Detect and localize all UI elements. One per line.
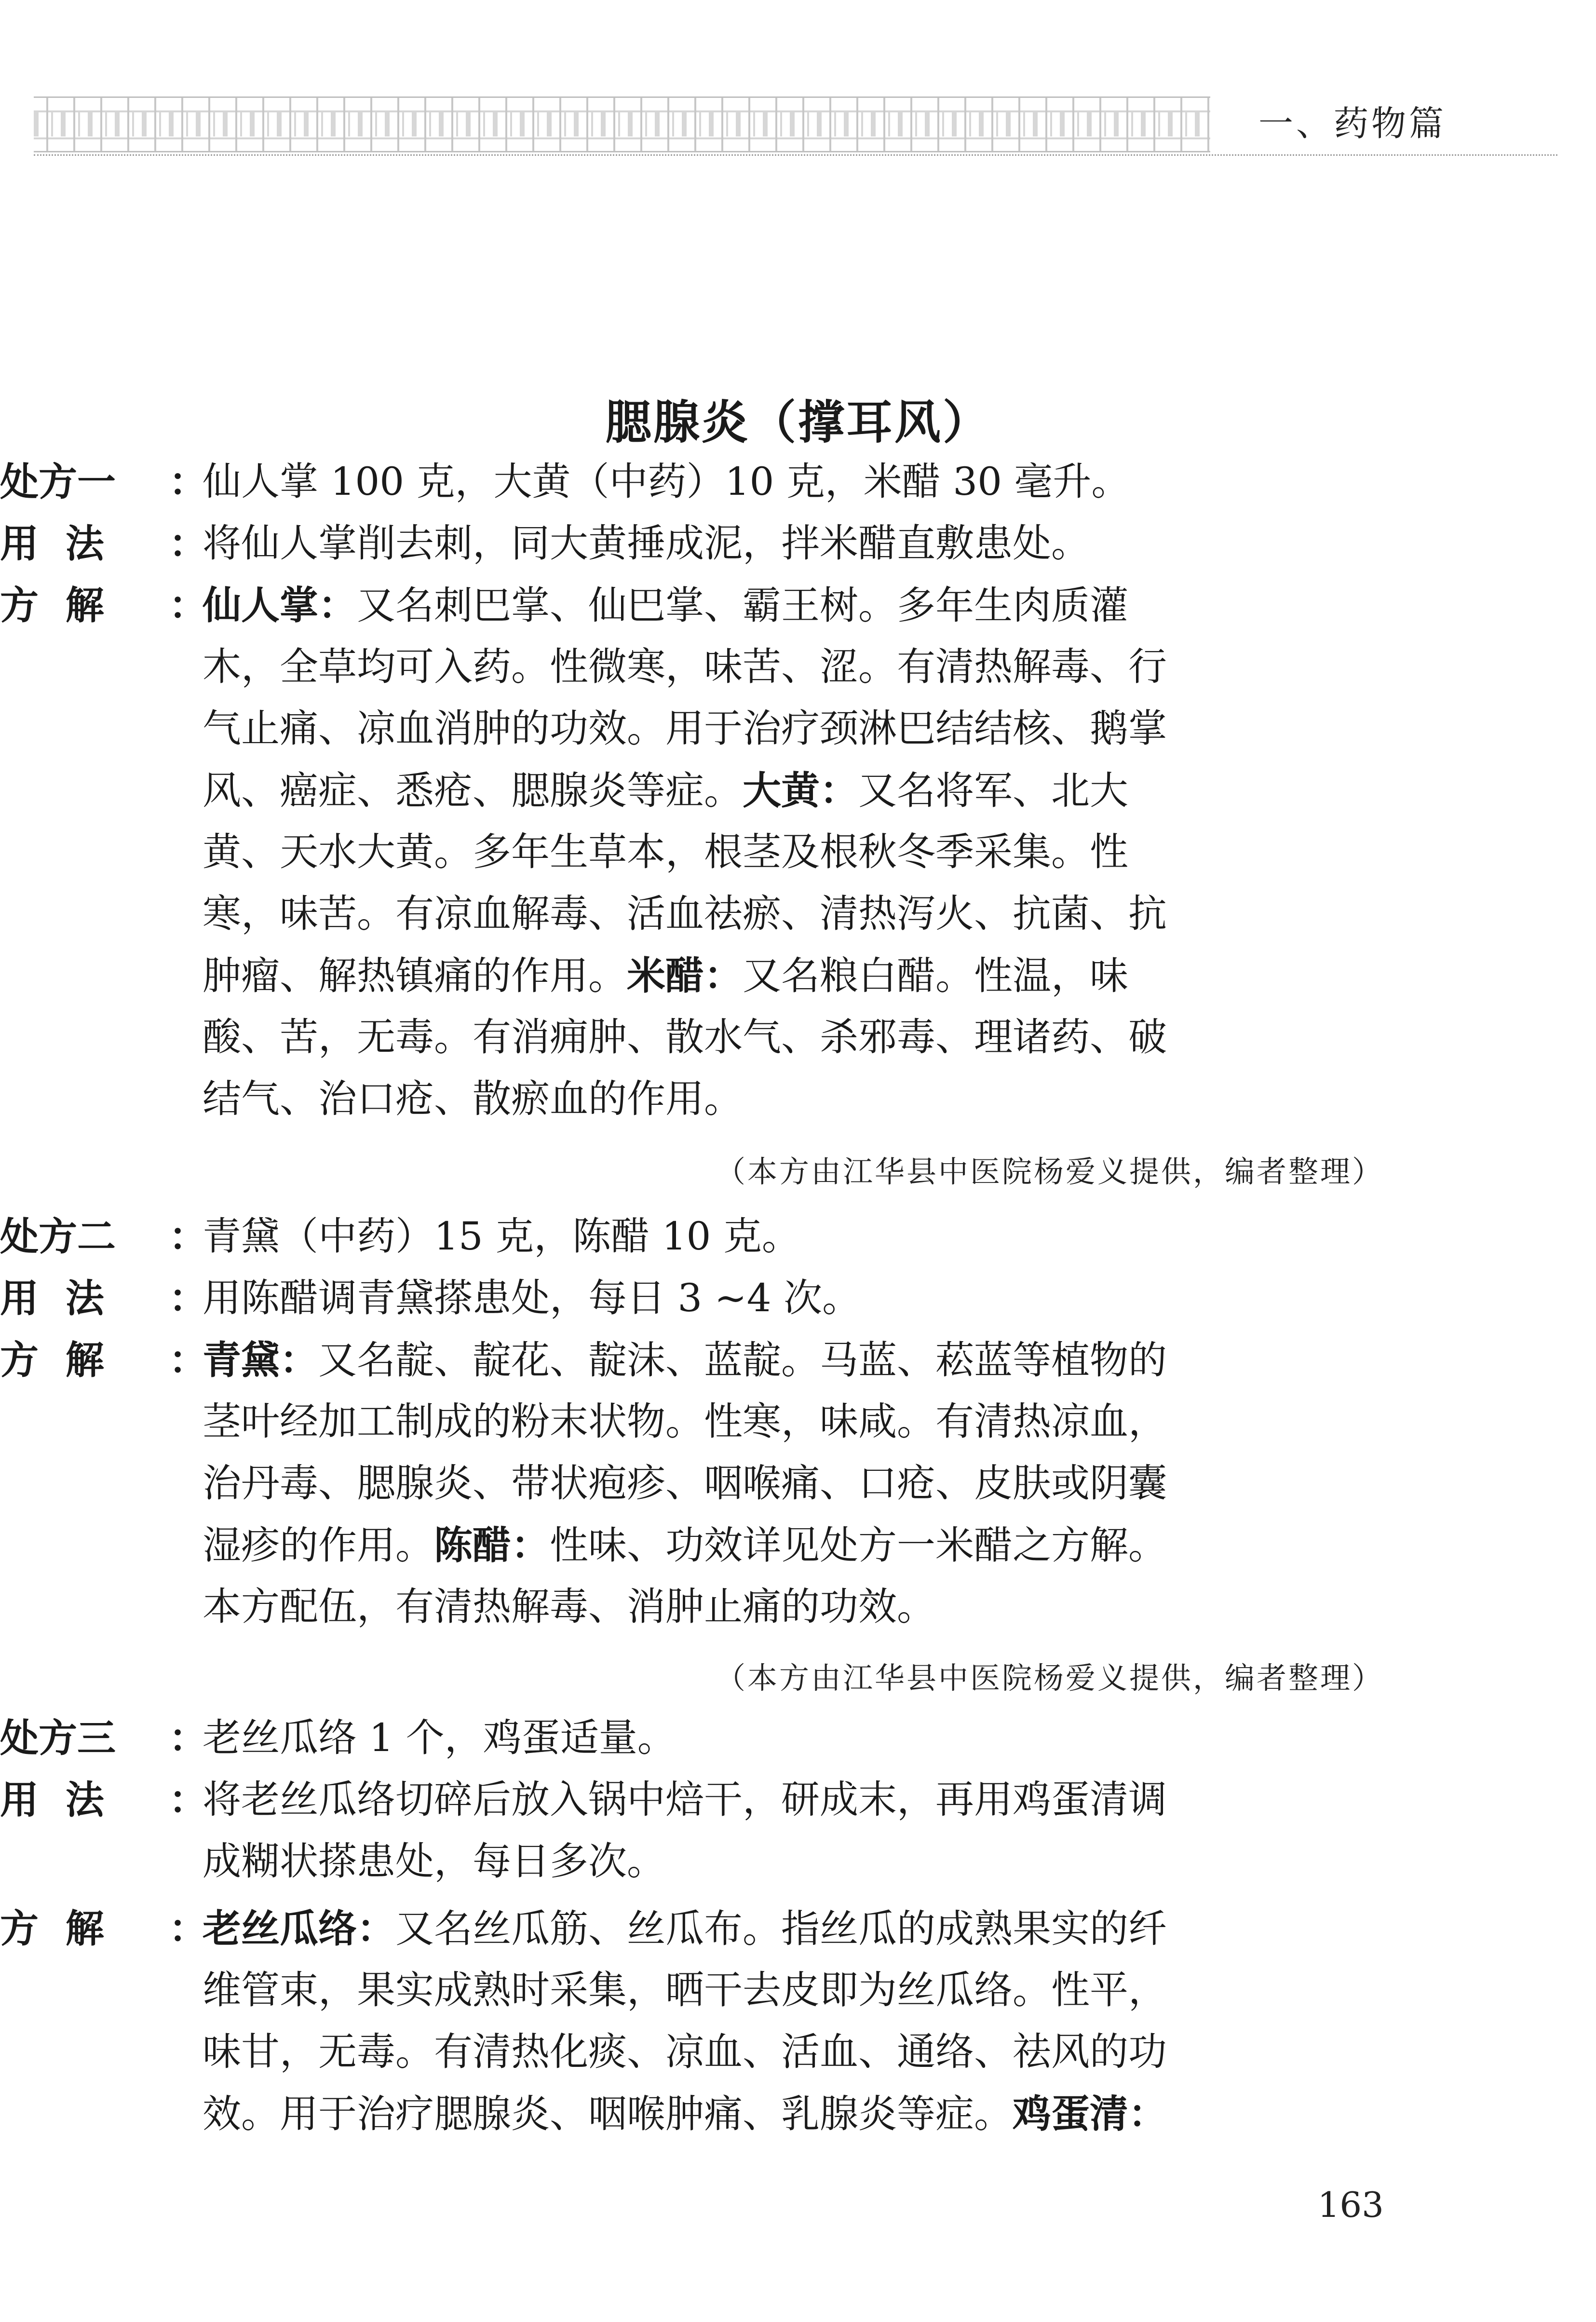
rx3-usage-line: 将老丝瓜络切碎后放入锅中焙干，研成末，再用鸡蛋清调 — [203, 1777, 1167, 1822]
explain-line — [203, 698, 1408, 760]
explain-text: 酸、苦，无毒。有消痈肿、散水气、杀邪毒、理诸药、破 — [203, 1015, 1167, 1059]
rx3-usage — [0, 1769, 1408, 1892]
rx2-usage-text: 用陈醋调青黛搽患处，每日 3 ~4 次。 — [203, 1276, 861, 1320]
explain-line — [203, 1329, 1408, 1391]
rx3-label: 处方三 — [0, 1715, 116, 1761]
explain-line — [203, 1576, 1408, 1638]
explain-line — [203, 1453, 1408, 1514]
explain-label: 方 解 — [0, 583, 104, 628]
explain-line — [203, 2021, 1408, 2083]
explain-line — [203, 945, 1408, 1006]
colon: ： — [169, 1715, 207, 1761]
rx3-explain — [0, 1898, 1408, 2145]
rx3-usage-line: 成糊状搽患处，每日多次。 — [203, 1839, 665, 1884]
explain-text: 又名靛、靛花、靛沫、蓝靛。马蓝、菘蓝等植物的 — [318, 1338, 1167, 1383]
herb-term: 米醋： — [627, 953, 743, 998]
herb-term: 鸡蛋清： — [1013, 2091, 1167, 2136]
explain-line — [203, 636, 1408, 698]
colon: ： — [169, 583, 207, 628]
usage-label: 用 法 — [0, 1777, 104, 1822]
colon: ： — [169, 459, 207, 504]
rx3-prescription-text: 老丝瓜络 1 个，鸡蛋适量。 — [203, 1715, 676, 1760]
explain-text: 效。用于治疗腮腺炎、咽喉肿痛、乳腺炎等症。 — [203, 2091, 1013, 2136]
decorative-border — [34, 96, 1210, 152]
explain-line — [203, 2083, 1408, 2145]
explain-text: 性味、功效详见处方一米醋之方解。 — [550, 1523, 1167, 1568]
explain-text: 又名粮白醋。性温，味 — [743, 953, 1128, 998]
explain-line — [203, 1959, 1408, 2021]
explain-text: 又名刺巴掌、仙巴掌、霸王树。多年生肉质灌 — [357, 583, 1128, 628]
explain-text: 寒，味苦。有凉血解毒、活血祛瘀、清热泻火、抗菌、抗 — [203, 891, 1167, 936]
page-number: 163 — [1317, 2185, 1384, 2225]
colon: ： — [169, 1777, 207, 1822]
explain-label: 方 解 — [0, 1337, 104, 1383]
explain-text: 本方配伍，有清热解毒、消肿止痛的功效。 — [203, 1584, 935, 1629]
explain-line — [203, 1514, 1408, 1576]
herb-term: 老丝瓜络： — [203, 1906, 395, 1951]
header-rule — [34, 154, 1557, 156]
explain-text: 维管束，果实成熟时采集，晒干去皮即为丝瓜络。性平， — [203, 1968, 1167, 2012]
rx2-explain — [0, 1329, 1408, 1638]
page-title: 腮腺炎（撑耳风） — [605, 395, 991, 449]
explain-line — [203, 883, 1408, 945]
colon: ： — [169, 1214, 207, 1259]
explain-text: 肿瘤、解热镇痛的作用。 — [203, 953, 627, 998]
colon: ： — [169, 1906, 207, 1951]
explain-text: 黄、天水大黄。多年生草本，根茎及根秋冬季采集。性 — [203, 829, 1128, 874]
rx2-source-note: （本方由江华县中医院杨爱义提供，编者整理） — [715, 1660, 1384, 1696]
rx1-usage — [0, 513, 1408, 574]
explain-line — [203, 1391, 1408, 1453]
explain-text: 又名丝瓜筋、丝瓜布。指丝瓜的成熟果实的纤 — [395, 1906, 1167, 1951]
rx1-prescription — [0, 451, 1408, 513]
explain-text: 木，全草均可入药。性微寒，味苦、涩。有清热解毒、行 — [203, 644, 1167, 689]
explain-text: 湿疹的作用。 — [203, 1523, 434, 1568]
usage-label: 用 法 — [0, 521, 104, 566]
herb-term: 陈醋： — [434, 1522, 550, 1568]
rx1-explain — [0, 574, 1408, 1130]
running-header — [34, 82, 1562, 159]
herb-term: 仙人掌： — [203, 583, 357, 628]
chapter-title: 一、药物篇 — [1258, 103, 1447, 144]
explain-line — [203, 1006, 1408, 1068]
explain-line — [203, 574, 1408, 636]
explain-label: 方 解 — [0, 1906, 104, 1951]
explain-text: 气止痛、凉血消肿的功效。用于治疗颈淋巴结结核、鹅掌 — [203, 706, 1167, 751]
rx2-prescription — [0, 1206, 1408, 1267]
rx2-prescription-text: 青黛（中药）15 克，陈醋 10 克。 — [203, 1214, 800, 1259]
rx2-label: 处方二 — [0, 1214, 116, 1259]
colon: ： — [169, 1337, 207, 1383]
usage-label: 用 法 — [0, 1276, 104, 1321]
colon: ： — [169, 521, 207, 566]
colon: ： — [169, 1276, 207, 1321]
explain-text: 结气、治口疮、散瘀血的作用。 — [203, 1076, 743, 1121]
rx1-label: 处方一 — [0, 459, 116, 504]
rx1-source-note: （本方由江华县中医院杨爱义提供，编者整理） — [715, 1154, 1384, 1189]
rx1-prescription-text: 仙人掌 100 克，大黄（中药）10 克，米醋 30 毫升。 — [203, 459, 1130, 504]
explain-text: 茎叶经加工制成的粉末状物。性寒，味咸。有清热凉血， — [203, 1399, 1167, 1444]
explain-line — [203, 821, 1408, 883]
explain-text: 味甘，无毒。有清热化痰、凉血、活血、通络、祛风的功 — [203, 2029, 1167, 2074]
explain-text: 又名将军、北大 — [858, 768, 1128, 813]
rx2-usage — [0, 1267, 1408, 1329]
herb-term: 青黛： — [203, 1337, 318, 1383]
explain-line — [203, 1068, 1408, 1130]
explain-text: 治丹毒、腮腺炎、带状疱疹、咽喉痛、口疮、皮肤或阴囊 — [203, 1461, 1167, 1506]
explain-line — [203, 760, 1408, 821]
herb-term: 大黄： — [743, 768, 858, 813]
explain-text: 风、癌症、悉疮、腮腺炎等症。 — [203, 768, 743, 813]
rx1-usage-text: 将仙人掌削去刺，同大黄捶成泥，拌米醋直敷患处。 — [203, 521, 1090, 566]
rx3-prescription — [0, 1707, 1408, 1769]
explain-line — [203, 1898, 1408, 1959]
